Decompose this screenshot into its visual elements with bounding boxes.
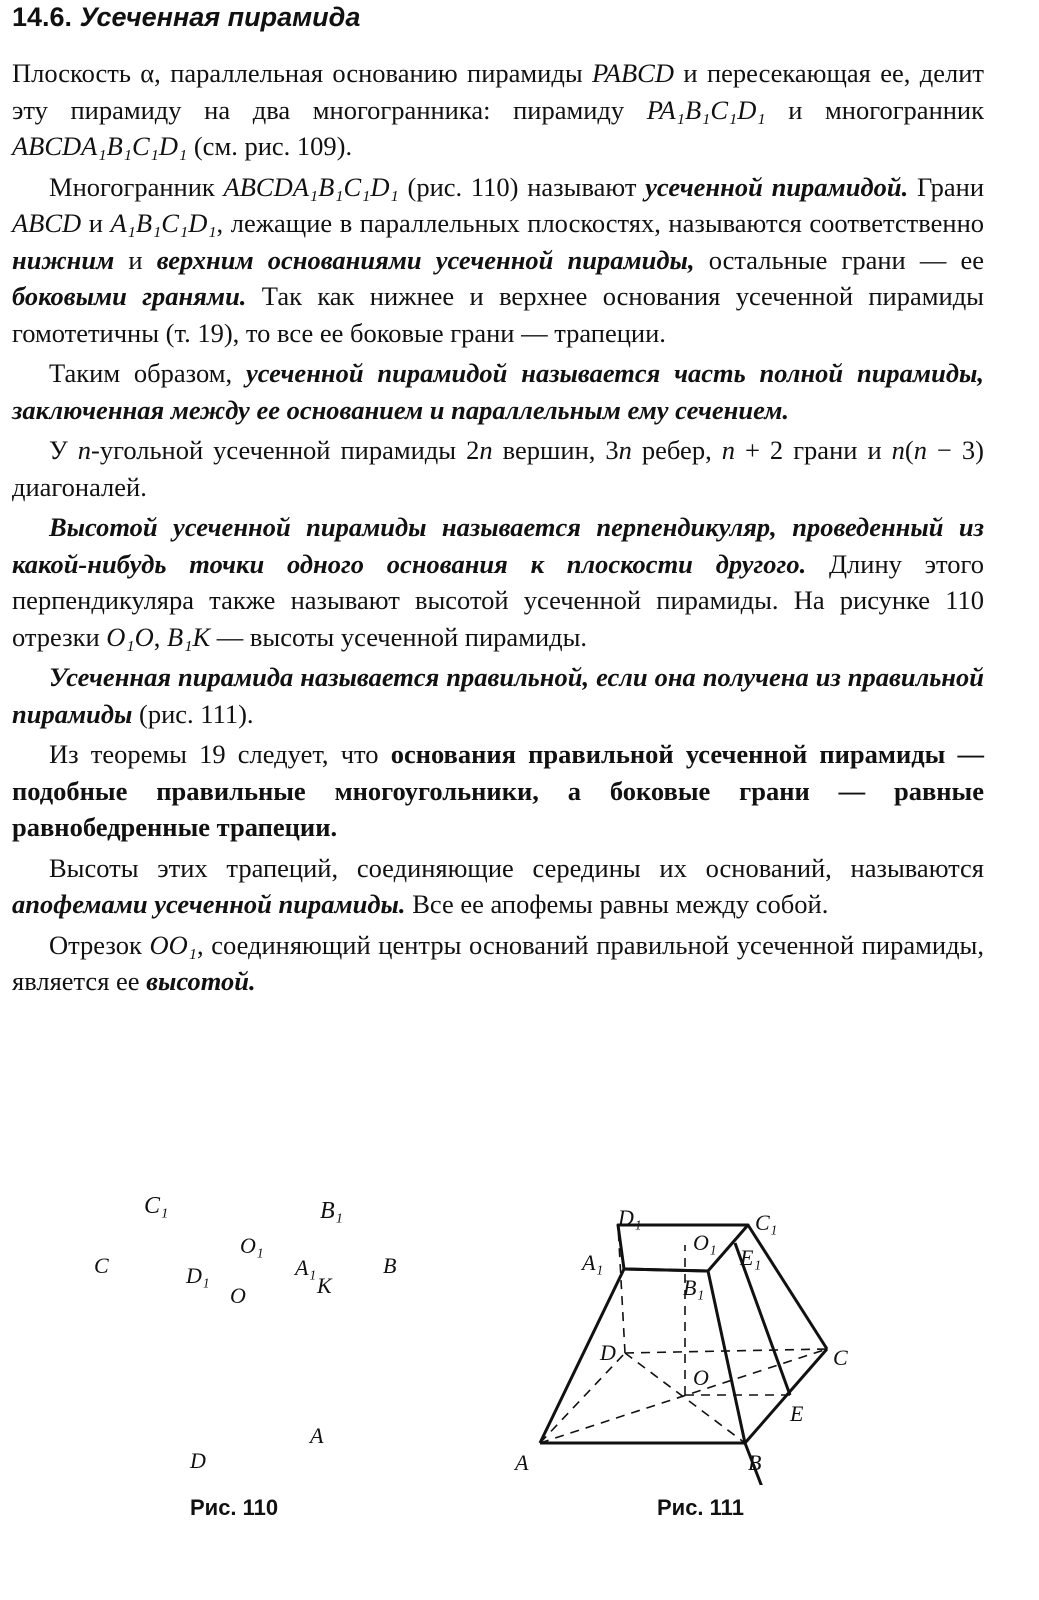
math: ABCDA₁B₁C₁D₁ xyxy=(12,131,188,161)
fig111-label-E: E xyxy=(790,1401,804,1426)
paragraph-9: Отрезок OO₁, соединяющий центры оснований правильной усеченной пирамиды, является ее высотой. xyxy=(12,929,984,996)
fig110-label-B1: B₁ xyxy=(320,1198,344,1224)
paragraph-4: У n-угольной усеченной пирамиды 2n вершин, 3n ребер, n + 2 грани и n(n − 3) диагоналей. xyxy=(12,435,985,502)
fig111-label-D: D xyxy=(600,1340,616,1365)
fig111-label-D1: D₁ xyxy=(618,1205,642,1230)
fig111-label-A1: A₁ xyxy=(582,1250,604,1275)
fig111-label-O: O xyxy=(693,1365,709,1390)
fig111-label-B1: B₁ xyxy=(683,1275,705,1300)
fig110-label-O: O xyxy=(230,1283,246,1308)
theorem-statement: основания правильной усеченной пирамиды — подобные правильные многоугольники, а боковые грани — равные равнобедренные трапеции. xyxy=(12,739,984,842)
fig111-label-O1: O₁ xyxy=(693,1230,717,1255)
figure-110 xyxy=(80,1183,480,1483)
fig111-hidden-diag2 xyxy=(625,1353,745,1443)
paragraph-5: Высотой усеченной пирамиды называется перпендикуляр, проведенный из какой-нибудь точки одного основания к плоскости другого. Длину этого перпендикуляра также называют высотой усеченной пирамиды. На рисунке 110 отрезки O₁O, B₁K — высоты усеченной пирамиды. xyxy=(12,512,984,652)
math: A₁B₁C₁D₁ xyxy=(110,208,217,238)
body-text xyxy=(12,55,984,1004)
section-number: 14.6. xyxy=(12,2,73,32)
fig110-label-A: A xyxy=(310,1423,324,1448)
fig111-label-C: C xyxy=(833,1345,848,1370)
figure-111 xyxy=(500,1195,880,1485)
definition: Высотой усеченной пирамиды называется перпендикуляр, проведенный из какой-нибудь точки одного основания к плоскости другого. xyxy=(12,512,984,579)
term: апофемами усеченной пирамиды. xyxy=(12,889,406,919)
definition: усеченной пирамидой называется часть полной пирамиды, заключенная между ее основанием и параллельным ему сечением. xyxy=(12,358,984,425)
math: PABCD xyxy=(592,58,674,88)
fig111-label-B: B xyxy=(748,1450,762,1475)
paragraph-3: Таким образом, усеченной пирамидой называется часть полной пирамиды, заключенная между ее основанием и параллельным ему сечением. xyxy=(12,358,984,425)
fig111-label-C1: C₁ xyxy=(755,1210,778,1235)
section-title: Усеченная пирамида xyxy=(79,2,361,32)
math: ABCD xyxy=(12,208,82,238)
fig111-label-A: A xyxy=(515,1450,529,1475)
math: ABCDA₁B₁C₁D₁ xyxy=(223,171,399,202)
paragraph-6: Усеченная пирамида называется правильной, если она получена из правильной пирамиды (рис. 111). xyxy=(12,662,984,729)
fig110-label-A1: A₁ xyxy=(295,1255,317,1280)
fig110-label-C1: C₁ xyxy=(144,1193,169,1219)
term: нижним xyxy=(12,244,115,275)
term: верхним основаниями усеченной пирамиды, xyxy=(156,244,695,275)
term: усеченной пирамидой. xyxy=(645,171,909,202)
fig110-label-D1: D₁ xyxy=(186,1263,210,1288)
fig111-upper-front xyxy=(624,1269,708,1271)
fig111-lower-base-visible xyxy=(540,1443,827,1485)
fig111-hidden-AD xyxy=(540,1353,625,1443)
paragraph-2: Многогранник ABCDA₁B₁C₁D₁ (рис. 110) называют усеченной пирамидой. Грани ABCD и A₁B₁C₁D₁, лежащие в параллельных плоскостях, называются соответственно нижним и верхним основаниями усеченной пирамиды, остальные грани — ее боковыми гранями. Так как нижнее и верхнее основания усеченной пирамиды гомотетичны (т. 19), то все ее боковые грани — трапеции. xyxy=(12,171,984,348)
term: боковыми гранями. xyxy=(12,281,247,311)
fig111-edge-BB1 xyxy=(708,1271,745,1443)
fig110-label-D: D xyxy=(190,1448,206,1473)
section-heading xyxy=(12,2,360,33)
paragraph-1: Плоскость α, параллельная основанию пирамиды PABCD и пересекающая ее, делит эту пирамиду на два многогранника: пирамиду PA₁B₁C₁D₁ и многогранник ABCDA₁B₁C₁D₁ (см. рис. 109). xyxy=(12,58,984,161)
fig110-label-K: K xyxy=(317,1273,332,1298)
definition: Усеченная пирамида называется правильной, если она получена из правильной пирамиды xyxy=(12,662,984,729)
figure-111-caption: Рис. 111 xyxy=(657,1495,744,1520)
fig110-label-B: B xyxy=(383,1253,397,1278)
fig110-label-C: C xyxy=(94,1253,109,1278)
paragraph-8: Высоты этих трапеций, соединяющие середины их оснований, называются апофемами усеченной пирамиды. Все ее апофемы равны между собой. xyxy=(12,852,984,919)
fig111-label-E1: E₁ xyxy=(740,1245,762,1270)
paragraph-7: Из теоремы 19 следует, что основания правильной усеченной пирамиды — подобные правильные многоугольники, а боковые грани — равные равнобедренные трапеции. xyxy=(12,739,984,842)
math: PA₁B₁C₁D₁ xyxy=(646,94,766,125)
term: высотой. xyxy=(146,966,256,996)
fig111-edge-CC1 xyxy=(748,1225,827,1349)
fig111-upper-base xyxy=(618,1225,748,1271)
figure-110-caption: Рис. 110 xyxy=(190,1495,279,1520)
fig110-label-O1: O₁ xyxy=(240,1233,264,1258)
